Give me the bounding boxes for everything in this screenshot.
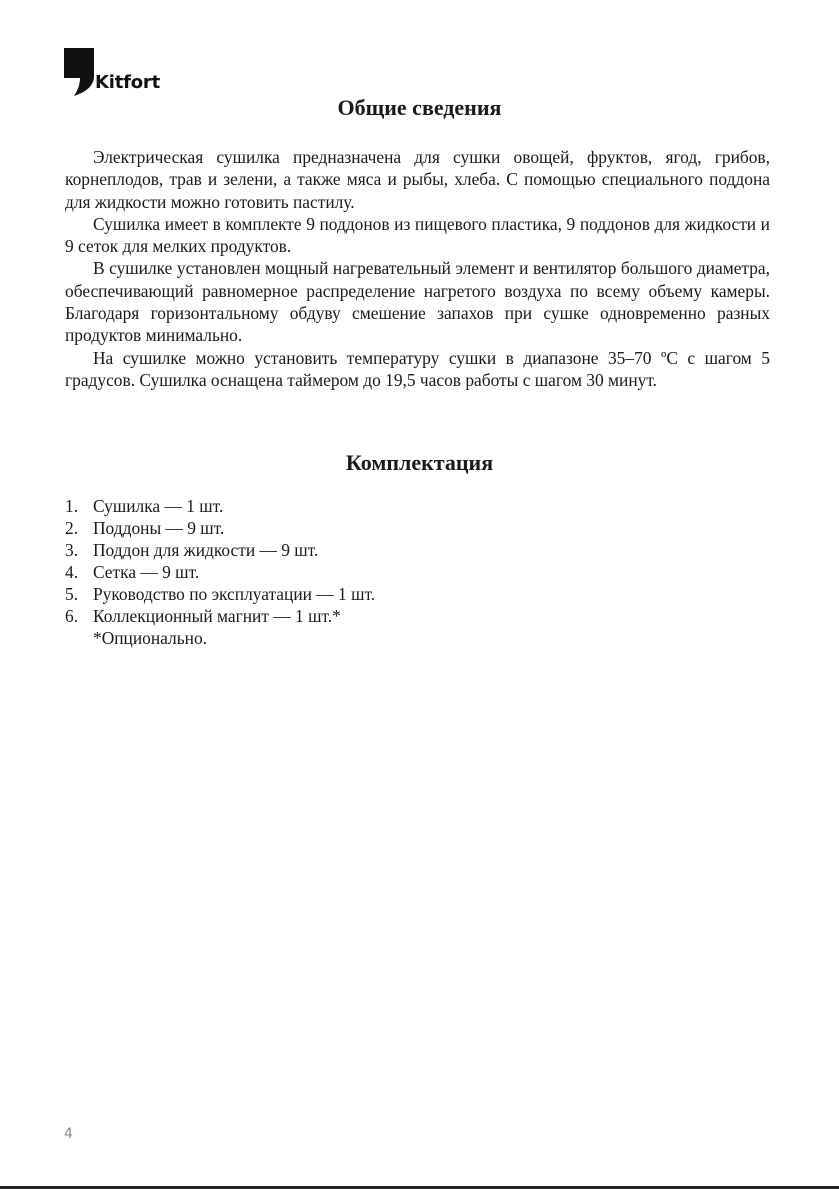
paragraph: Электрическая сушилка предназначена для сушки овощей, фруктов, ягод, грибов, корнеплодов, трав и зелени, а также мяса и рыбы, хлеба. С помощью специального поддона для жидкости можно готовить пастилу. <box>65 147 770 212</box>
list-item <box>65 517 765 539</box>
list-item <box>65 605 765 627</box>
page-number: 4 <box>64 1126 73 1142</box>
kit-list <box>65 495 765 628</box>
list-item-text: Сушилка — 1 шт. <box>93 496 224 516</box>
list-item <box>65 539 765 561</box>
list-item <box>65 583 765 605</box>
list-item-text: Коллекционный магнит — 1 шт.* <box>93 606 341 627</box>
paragraph: Сушилка имеет в комплекте 9 поддонов из пищевого пластика, 9 поддонов для жидкости и 9 сеток для мелких продуктов. <box>65 213 770 257</box>
list-item-text: Сетка — 9 шт. <box>93 562 200 583</box>
paragraph: На сушилке можно установить температуру сушки в диапазоне 35–70 ºС с шагом 5 градусов. Сушилка оснащена таймером до 19,5 часов работы с шагом 30 минут. <box>65 347 770 390</box>
list-item-number: 4. <box>65 562 79 583</box>
list-item-number: 1. <box>65 496 79 516</box>
general-info-title: Общие сведения <box>337 95 502 120</box>
list-item-text: Поддон для жидкости — 9 шт. <box>93 540 319 561</box>
paragraph: В сушилке установлен мощный нагревательный элемент и вентилятор большого диаметра, обеспечивающий равномерное распределение нагретого воздуха по всему объему камеры. Благодаря горизонтальному обдуву смешение запахов при сушке одновременно разных продуктов минимально. <box>65 258 770 346</box>
list-item-number: 2. <box>65 518 79 539</box>
list-item-number: 3. <box>65 540 79 561</box>
list-item-number: 5. <box>65 584 79 605</box>
kitfort-logo <box>64 48 174 98</box>
list-item <box>65 495 765 517</box>
kit-footnote: *Опционально. <box>93 628 208 648</box>
list-item-text: Руководство по эксплуатации — 1 шт. <box>93 584 376 605</box>
kit-title: Комплектация <box>345 450 494 475</box>
general-info-body <box>65 146 770 391</box>
list-item <box>65 561 765 583</box>
list-item-number: 6. <box>65 606 79 627</box>
kitfort-logo-icon <box>64 48 94 96</box>
brand-name: Kitfort <box>95 72 161 93</box>
list-item-text: Поддоны — 9 шт. <box>93 518 225 539</box>
